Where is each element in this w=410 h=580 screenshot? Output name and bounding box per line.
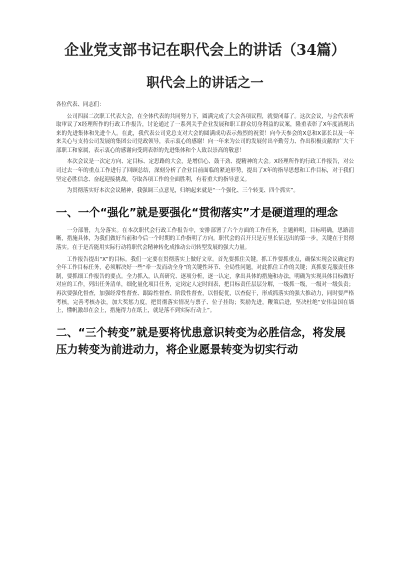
section-heading-2: 二、“三个转变”就是要将忧患意识转变为必胜信念，将发展压力转变为前进动力，将企业愿景转变为切实行动 <box>56 325 346 356</box>
document-title: 企业党支部书记在职代会上的讲话（34篇） <box>64 42 346 59</box>
paragraph-three-points: 为贯彻落实好本次会议精神，我强调三点意见，归纳起来就是“一个强化、三个转变、四个抓实”。 <box>66 188 299 195</box>
paragraph-deployment: 一分部署，九分落实。在本次职代会行政工作报告中，安排部署了六个方面的工作任务，主题鲜明，目标明确，思路清晰，措施具体，为我们做好当前和今后一个时期的工作指明了方向。职代会的召开只是万里长征迈出的第一步，关键在于贯彻落实。在于是否能用实际行动将职代会精神转化成推动公司转型发展的强大力量。 <box>56 227 354 252</box>
paragraph-opening: 公司四届二次职工代表大会，在全体代表的共同努力下，圆满完成了大会各项议程，就要闭幕了。这次会议，与会代表听取审议了X经理所作的行政工作报告，讨论通过了一系列关乎企业发展和职工群众切身利益的议案，隆重表彰了X年度涌现出来的先进集体和先进个人。在此，我代表公司党总支对大会的圆满成功表示热烈的祝贺！向今天参会的X总和X部长以及一年来关心与支持公司发展的集团公司党政领导，表示衷心的感谢！向一年来为公司的发展付出辛勤劳力、作出积极贡献的广大干部职工和家属，表示衷心的感谢向受到表彰的先进集体和个人致以崇高的敬意！ <box>56 113 354 154</box>
paragraph-work-report: 工作报告提出“X”的目标。我们一定要在贯彻落实上做好文章。首先要抓住关键。抓工作要抓重点，确保实现会议确定的全年工作目标任务，必须解决好一些“牵一发而动全身”的关键性环节、全局性问题，对此抓住工作的关键；真抓要克服责任体制，要抓细工作报告的要点。全力抓入，认真研究、逐项分析，逐一认定，拿出具体的措施和办法，明确为实现具体目标做好对应的工作，列出任务清单，细化量化项目任务，定岗定人定时间表，把目标责任层层分解，一级抓一级，一级对一级负责；再次要强化督查，加强经常性督查、跟踪性督查、阶段性督查，以督促优，以查促干，形成抓落实的强大推动力，同时要严格考核，完善考核办法，加大奖惩力度，把贯彻落实情况与票子、位子挂钩；奖励先进，鞭策后进，坚决杜绝“安伟益国在墙上，懂帆激昂在会上，措施得力在纸上，就是落不到实际行动上”。 <box>56 256 354 315</box>
document-subtitle: 职代会上的讲话之一 <box>146 76 264 91</box>
section-heading-1: 一、一个“强化”就是要强化“贯彻落实”才是硬道理的理念 <box>56 205 338 219</box>
paragraph-meeting-significance: 本次会议是一次定方向、定目标、定思路的大会，是增信心、鼓干劲、提精神的大会。X经理所作的行政工作报告，对公司过去一年的重点工作进行了回顾总结，深刻分析了企业目前面临的紧迫形势，提出了X年的指导思想和工作目标，对于我们坚定必胜信念、奋起迎接挑战，夺取各项工作的全面胜利，有着重大的指导意义。 <box>56 159 354 183</box>
salutation: 各位代表、同志们： <box>56 102 105 108</box>
